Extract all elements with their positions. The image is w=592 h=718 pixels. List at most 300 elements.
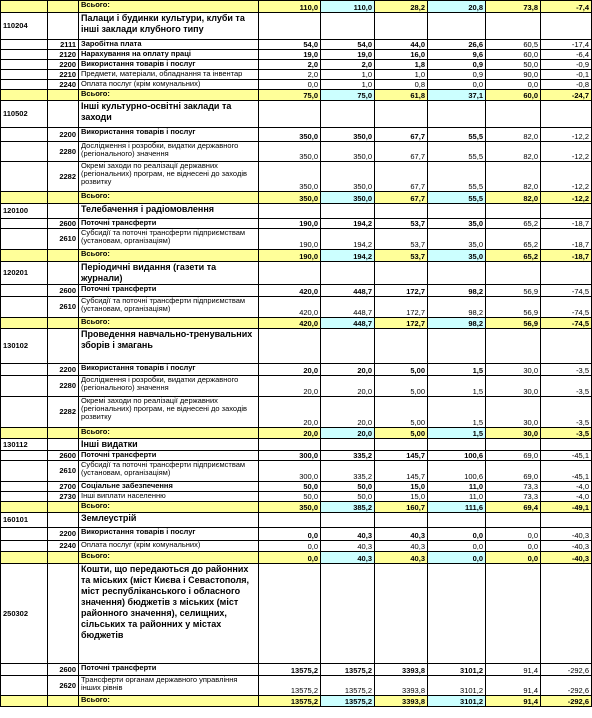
value-cell: 55,5 [428, 142, 486, 162]
subcode-cell [48, 502, 79, 513]
value-cell [321, 13, 375, 40]
value-cell: 56,9 [486, 285, 541, 297]
value-cell: -292,6 [541, 664, 592, 676]
value-cell: 350,0 [321, 162, 375, 192]
item-row [1, 376, 592, 397]
value-cell: 145,7 [375, 461, 428, 482]
value-cell: 190,0 [259, 229, 321, 250]
value-cell: -292,6 [541, 676, 592, 696]
item-name: Окремі заходи по реалізації державних (регіональних) програм, не віднесені до заходів розвитку [79, 162, 259, 192]
value-cell: -24,7 [541, 90, 592, 101]
item-row [1, 461, 592, 482]
value-cell: 20,0 [321, 397, 375, 428]
item-name: Використання товарів і послуг [79, 128, 259, 142]
value-cell: 2,0 [259, 60, 321, 70]
item-row [1, 142, 592, 162]
code-cell [1, 482, 48, 492]
value-cell: -18,7 [541, 250, 592, 262]
item-code: 2610 [48, 297, 79, 318]
value-cell: 40,3 [375, 528, 428, 541]
value-cell: 19,0 [321, 50, 375, 60]
item-code: 2120 [48, 50, 79, 60]
code-cell [1, 128, 48, 142]
value-cell: 335,2 [321, 451, 375, 461]
item-code: 2240 [48, 80, 79, 90]
value-cell: 3101,2 [428, 696, 486, 707]
value-cell [428, 329, 486, 364]
section-row [1, 329, 592, 364]
value-cell [259, 329, 321, 364]
item-code: 2240 [48, 541, 79, 552]
value-cell: 350,0 [259, 162, 321, 192]
code-cell [1, 492, 48, 502]
value-cell: -7,4 [541, 1, 592, 13]
value-cell: 98,2 [428, 297, 486, 318]
code-cell [1, 696, 48, 707]
code-cell [1, 90, 48, 101]
value-cell: -3,5 [541, 428, 592, 439]
value-cell: -17,4 [541, 40, 592, 50]
value-cell: 350,0 [321, 128, 375, 142]
value-cell: 75,0 [259, 90, 321, 101]
item-row [1, 364, 592, 376]
value-cell: 350,0 [259, 142, 321, 162]
code-cell [1, 451, 48, 461]
value-cell: 350,0 [259, 502, 321, 513]
value-cell: 350,0 [321, 192, 375, 204]
value-cell: 2,0 [321, 60, 375, 70]
value-cell: 26,6 [428, 40, 486, 50]
value-cell [375, 564, 428, 664]
code-cell [1, 502, 48, 513]
value-cell [541, 564, 592, 664]
value-cell: -0,8 [541, 80, 592, 90]
value-cell: 100,6 [428, 461, 486, 482]
value-cell [321, 329, 375, 364]
subcode-cell [48, 262, 79, 285]
code-cell [1, 364, 48, 376]
value-cell: 0,0 [486, 80, 541, 90]
value-cell: 110,0 [259, 1, 321, 13]
value-cell: 350,0 [259, 192, 321, 204]
item-code: 2280 [48, 376, 79, 397]
code-cell [1, 70, 48, 80]
value-cell: 300,0 [259, 461, 321, 482]
value-cell: -45,1 [541, 451, 592, 461]
item-name: Використання товарів і послуг [79, 364, 259, 376]
value-cell: -12,2 [541, 128, 592, 142]
value-cell: 5,00 [375, 397, 428, 428]
item-code: 2600 [48, 451, 79, 461]
item-name: Нарахування на оплату праці [79, 50, 259, 60]
item-code: 2200 [48, 60, 79, 70]
value-cell: -74,5 [541, 297, 592, 318]
value-cell: -74,5 [541, 318, 592, 329]
value-cell: 1,8 [375, 60, 428, 70]
code-cell [1, 664, 48, 676]
value-cell: 100,6 [428, 451, 486, 461]
subcode-cell [48, 696, 79, 707]
total-row [1, 1, 592, 13]
item-code: 2600 [48, 219, 79, 229]
value-cell: 40,3 [375, 541, 428, 552]
total-label: Всього: [79, 192, 259, 204]
value-cell: 13575,2 [321, 696, 375, 707]
value-cell: 5,00 [375, 376, 428, 397]
value-cell: 67,7 [375, 142, 428, 162]
value-cell: 0,0 [486, 528, 541, 541]
value-cell: 55,5 [428, 162, 486, 192]
item-row [1, 80, 592, 90]
value-cell: 60,5 [486, 40, 541, 50]
subcode-cell [48, 1, 79, 13]
total-label: Всього: [79, 318, 259, 329]
value-cell: 54,0 [259, 40, 321, 50]
value-cell: 420,0 [259, 297, 321, 318]
item-code: 2200 [48, 128, 79, 142]
value-cell: 50,0 [321, 482, 375, 492]
value-cell [428, 13, 486, 40]
value-cell: 0,0 [428, 528, 486, 541]
item-row [1, 229, 592, 250]
value-cell: 53,7 [375, 229, 428, 250]
value-cell: 194,2 [321, 250, 375, 262]
item-row [1, 528, 592, 541]
value-cell: 160,7 [375, 502, 428, 513]
code-cell [1, 1, 48, 13]
value-cell: -3,5 [541, 364, 592, 376]
item-row [1, 162, 592, 192]
value-cell [375, 439, 428, 451]
value-cell: -49,1 [541, 502, 592, 513]
value-cell [259, 13, 321, 40]
value-cell [428, 262, 486, 285]
value-cell: 0,0 [486, 541, 541, 552]
value-cell: 19,0 [259, 50, 321, 60]
value-cell: -12,2 [541, 162, 592, 192]
item-name: Заробітна плата [79, 40, 259, 50]
value-cell [486, 204, 541, 219]
total-row [1, 696, 592, 707]
value-cell: 20,8 [428, 1, 486, 13]
value-cell: 145,7 [375, 451, 428, 461]
value-cell: 40,3 [375, 552, 428, 564]
item-code: 2280 [48, 142, 79, 162]
value-cell: 194,2 [321, 229, 375, 250]
value-cell [375, 13, 428, 40]
value-cell: 69,0 [486, 451, 541, 461]
value-cell: 3393,8 [375, 696, 428, 707]
section-row [1, 101, 592, 128]
item-code: 2600 [48, 285, 79, 297]
item-row [1, 285, 592, 297]
section-title: Проведення навчально-тренувальних зборів і змагань [79, 329, 259, 364]
value-cell: 350,0 [321, 142, 375, 162]
value-cell [541, 204, 592, 219]
value-cell: 65,2 [486, 219, 541, 229]
item-code: 2210 [48, 70, 79, 80]
value-cell: 448,7 [321, 297, 375, 318]
value-cell: 91,4 [486, 696, 541, 707]
section-title: Землеустрій [79, 513, 259, 528]
value-cell: 56,9 [486, 318, 541, 329]
value-cell [428, 439, 486, 451]
value-cell: 20,0 [321, 364, 375, 376]
value-cell [486, 564, 541, 664]
section-row [1, 262, 592, 285]
code-cell [1, 285, 48, 297]
code-cell [1, 60, 48, 70]
value-cell [259, 262, 321, 285]
value-cell: 35,0 [428, 229, 486, 250]
value-cell: 37,1 [428, 90, 486, 101]
total-label: Всього: [79, 502, 259, 513]
value-cell: 2,0 [259, 70, 321, 80]
item-row [1, 676, 592, 696]
value-cell: 30,0 [486, 364, 541, 376]
total-row [1, 318, 592, 329]
value-cell [486, 262, 541, 285]
item-code: 2200 [48, 528, 79, 541]
code-cell [1, 142, 48, 162]
item-row [1, 219, 592, 229]
total-label: Всього: [79, 428, 259, 439]
value-cell: 60,0 [486, 90, 541, 101]
value-cell [486, 13, 541, 40]
value-cell: 73,8 [486, 1, 541, 13]
value-cell: 28,2 [375, 1, 428, 13]
value-cell: 0,0 [428, 541, 486, 552]
item-row [1, 297, 592, 318]
item-name: Предмети, матеріали, обладнання та інвентар [79, 70, 259, 80]
code-cell [1, 676, 48, 696]
item-code: 2730 [48, 492, 79, 502]
value-cell [541, 13, 592, 40]
value-cell: 65,2 [486, 229, 541, 250]
value-cell [259, 204, 321, 219]
code-cell [1, 376, 48, 397]
item-code: 2700 [48, 482, 79, 492]
section-title: Інші видатки [79, 439, 259, 451]
item-code: 2610 [48, 461, 79, 482]
value-cell [375, 329, 428, 364]
code-cell [1, 297, 48, 318]
value-cell: 0,8 [375, 80, 428, 90]
value-cell: 15,0 [375, 492, 428, 502]
value-cell: 67,7 [375, 192, 428, 204]
code-cell [1, 219, 48, 229]
value-cell: 20,0 [259, 397, 321, 428]
subcode-cell [48, 192, 79, 204]
value-cell: 385,2 [321, 502, 375, 513]
value-cell: 0,0 [428, 80, 486, 90]
value-cell [259, 101, 321, 128]
item-name: Окремі заходи по реалізації державних (регіональних) програм, не віднесені до заходів розвитку [79, 397, 259, 428]
item-code: 2600 [48, 664, 79, 676]
section-title: Телебачення і радіомовлення [79, 204, 259, 219]
item-name: Трансферти органам державного управління інших рівнів [79, 676, 259, 696]
code-cell [1, 162, 48, 192]
value-cell: 3393,8 [375, 676, 428, 696]
value-cell: 0,0 [259, 541, 321, 552]
value-cell [321, 262, 375, 285]
value-cell: 82,0 [486, 142, 541, 162]
section-row [1, 513, 592, 528]
value-cell: 35,0 [428, 250, 486, 262]
value-cell: 90,0 [486, 70, 541, 80]
total-label: Всього: [79, 1, 259, 13]
value-cell: 1,5 [428, 397, 486, 428]
value-cell: 91,4 [486, 664, 541, 676]
subcode-cell [48, 439, 79, 451]
item-code: 2282 [48, 162, 79, 192]
value-cell: 0,9 [428, 60, 486, 70]
value-cell: -292,6 [541, 696, 592, 707]
value-cell: -40,3 [541, 528, 592, 541]
value-cell [259, 564, 321, 664]
value-cell [486, 439, 541, 451]
code-cell [1, 461, 48, 482]
section-row [1, 204, 592, 219]
item-name: Дослідження і розробки, видатки державного (регіонального) значення [79, 142, 259, 162]
value-cell: 69,4 [486, 502, 541, 513]
value-cell: 73,3 [486, 482, 541, 492]
item-name: Субсидії та поточні трансферти підприємствам (установам, організаціям) [79, 229, 259, 250]
value-cell [541, 329, 592, 364]
value-cell [259, 513, 321, 528]
value-cell: 53,7 [375, 250, 428, 262]
value-cell: 50,0 [259, 482, 321, 492]
value-cell: 172,7 [375, 285, 428, 297]
value-cell: 61,8 [375, 90, 428, 101]
value-cell: 15,0 [375, 482, 428, 492]
value-cell: 13575,2 [321, 664, 375, 676]
value-cell [321, 564, 375, 664]
value-cell: 448,7 [321, 285, 375, 297]
item-row [1, 128, 592, 142]
item-name: Інші виплати населенню [79, 492, 259, 502]
item-name: Оплата послуг (крім комунальних) [79, 541, 259, 552]
code-cell [1, 552, 48, 564]
value-cell: 50,0 [259, 492, 321, 502]
code-cell [1, 541, 48, 552]
value-cell: 60,0 [486, 50, 541, 60]
item-row [1, 40, 592, 50]
code-cell [1, 40, 48, 50]
subcode-cell [48, 90, 79, 101]
value-cell: 5,00 [375, 364, 428, 376]
code-cell [1, 528, 48, 541]
item-row [1, 541, 592, 552]
item-name: Поточні трансферти [79, 285, 259, 297]
value-cell: 55,5 [428, 192, 486, 204]
item-name: Субсидії та поточні трансферти підприємствам (установам, організаціям) [79, 461, 259, 482]
code-cell [1, 397, 48, 428]
value-cell [321, 101, 375, 128]
value-cell: 110,0 [321, 1, 375, 13]
item-code: 2111 [48, 40, 79, 50]
value-cell: 1,5 [428, 376, 486, 397]
section-code: 110204 [1, 13, 48, 40]
section-title: Інші культурно-освітні заклади та заходи [79, 101, 259, 128]
section-code: 130112 [1, 439, 48, 451]
item-name: Поточні трансферти [79, 664, 259, 676]
section-title: Палаци і будинки культури, клуби та інші заклади клубного типу [79, 13, 259, 40]
value-cell: 82,0 [486, 192, 541, 204]
item-name: Використання товарів і послуг [79, 528, 259, 541]
value-cell: 0,0 [259, 552, 321, 564]
value-cell: 82,0 [486, 162, 541, 192]
value-cell: 335,2 [321, 461, 375, 482]
value-cell: 75,0 [321, 90, 375, 101]
value-cell: 13575,2 [259, 696, 321, 707]
value-cell: 73,3 [486, 492, 541, 502]
code-cell [1, 80, 48, 90]
value-cell: 172,7 [375, 318, 428, 329]
value-cell: 40,3 [321, 552, 375, 564]
section-code: 250302 [1, 564, 48, 664]
code-cell [1, 192, 48, 204]
total-row [1, 552, 592, 564]
value-cell: 1,5 [428, 364, 486, 376]
subcode-cell [48, 513, 79, 528]
value-cell: -3,5 [541, 397, 592, 428]
value-cell [375, 204, 428, 219]
total-label: Всього: [79, 250, 259, 262]
value-cell: 35,0 [428, 219, 486, 229]
value-cell: 0,0 [486, 552, 541, 564]
value-cell: 50,0 [486, 60, 541, 70]
value-cell [541, 513, 592, 528]
value-cell: 11,0 [428, 492, 486, 502]
item-row [1, 482, 592, 492]
value-cell: 0,0 [259, 528, 321, 541]
code-cell [1, 50, 48, 60]
value-cell [321, 439, 375, 451]
section-row [1, 564, 592, 664]
item-code: 2282 [48, 397, 79, 428]
value-cell [259, 439, 321, 451]
value-cell: 0,0 [428, 552, 486, 564]
value-cell: 9,6 [428, 50, 486, 60]
item-name: Оплата послуг (крім комунальних) [79, 80, 259, 90]
subcode-cell [48, 250, 79, 262]
value-cell: 3101,2 [428, 664, 486, 676]
value-cell: 20,0 [259, 376, 321, 397]
value-cell: 98,2 [428, 285, 486, 297]
subcode-cell [48, 318, 79, 329]
value-cell: -12,2 [541, 142, 592, 162]
value-cell [541, 101, 592, 128]
value-cell: -4,0 [541, 482, 592, 492]
value-cell: -4,0 [541, 492, 592, 502]
subcode-cell [48, 552, 79, 564]
item-row [1, 60, 592, 70]
value-cell: -18,7 [541, 229, 592, 250]
section-row [1, 439, 592, 451]
value-cell: 20,0 [321, 428, 375, 439]
value-cell: -12,2 [541, 192, 592, 204]
item-name: Використання товарів і послуг [79, 60, 259, 70]
total-row [1, 250, 592, 262]
value-cell [321, 204, 375, 219]
value-cell: 0,0 [259, 80, 321, 90]
value-cell: 448,7 [321, 318, 375, 329]
section-code: 120100 [1, 204, 48, 219]
section-title: Періодичні видання (газети та журнали) [79, 262, 259, 285]
value-cell: 67,7 [375, 128, 428, 142]
value-cell [428, 101, 486, 128]
